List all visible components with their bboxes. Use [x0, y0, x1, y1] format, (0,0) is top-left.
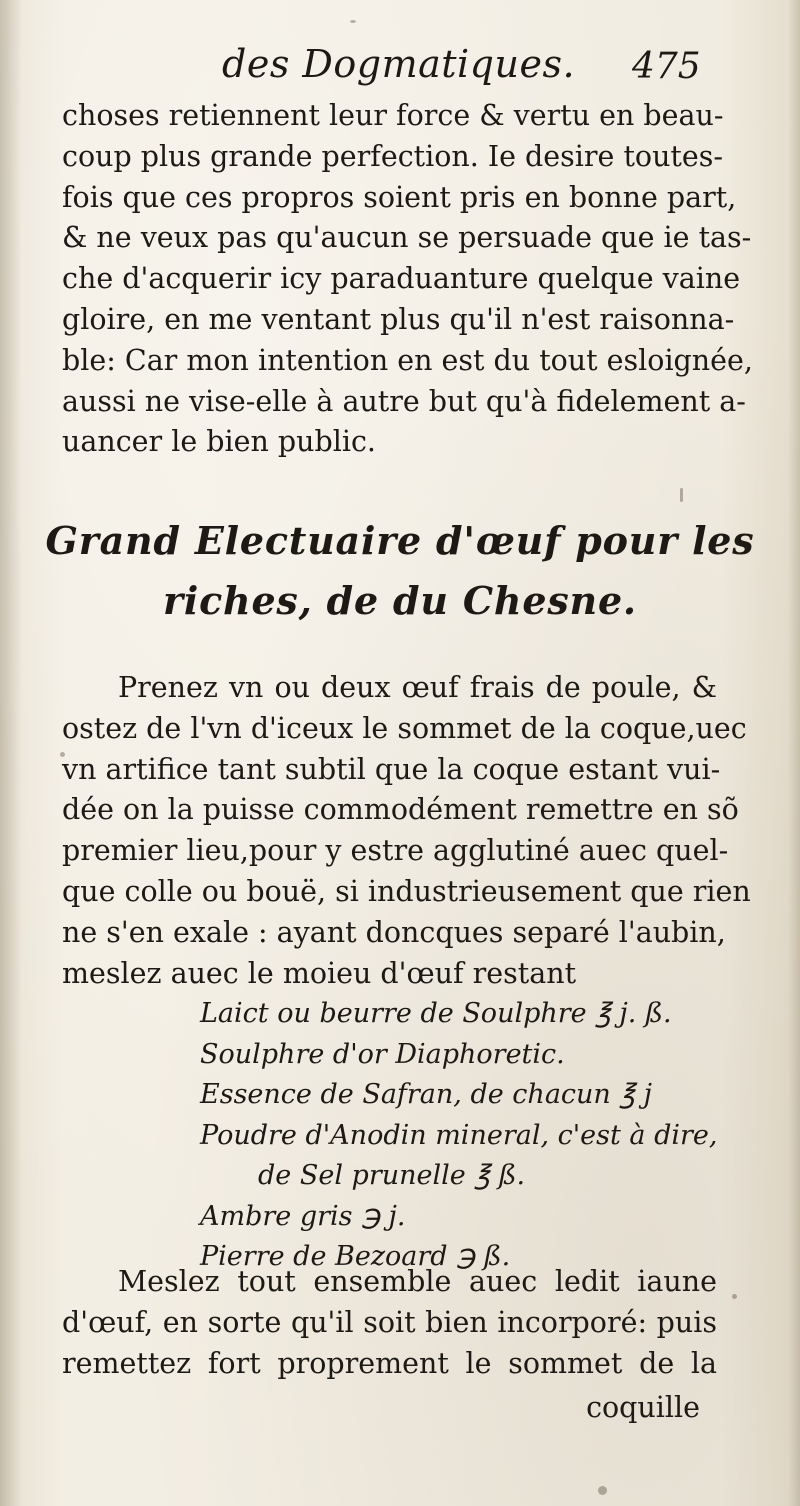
text-line: aussi ne vise-elle à autre but qu'à fidelement a-: [62, 384, 746, 418]
page-number: 475: [632, 46, 701, 87]
section-heading-line-2: riches, de du Chesne.: [163, 578, 637, 623]
text-line: che d'acquerir icy paraduanture quelque vaine: [62, 262, 741, 296]
text-line: remettez fort proprement le sommet de la: [62, 1346, 717, 1380]
recipe-item: Poudre d'Anodin mineral, c'est à dire,: [200, 1119, 718, 1151]
text-line: Meslez tout ensemble auec ledit iaune: [118, 1265, 717, 1298]
section-heading-line-1: Grand Electuaire d'œuf pour les: [45, 518, 755, 563]
ink-speck: [732, 1294, 737, 1299]
text-line: ble: Car mon intention en est du tout esloignée,: [62, 343, 753, 377]
text-line: gloire, en me ventant plus qu'il n'est raisonna-: [62, 302, 735, 336]
catchword: coquille: [586, 1391, 700, 1424]
text-line: Prenez vn ou deux œuf frais de poule, &: [118, 671, 717, 704]
ink-speck: [680, 488, 683, 502]
ink-speck: [60, 752, 65, 757]
text-line: meslez auec le moieu d'œuf restant: [62, 956, 577, 990]
recipe-item: Soulphre d'or Diaphoretic.: [200, 1038, 565, 1070]
page-edge-shadow: [788, 0, 800, 1506]
recipe-item: Ambre gris ℈ j.: [200, 1200, 406, 1232]
gutter-shadow: [0, 0, 22, 1506]
recipe-item: Laict ou beurre de Soulphre ℥ j. ß.: [200, 998, 672, 1029]
text-line: ne s'en exale : ayant doncques separé l'aubin,: [62, 915, 726, 949]
text-line: que colle ou bouë, si industrieusement que rien: [62, 874, 751, 908]
recipe-item: de Sel prunelle ℥ ß.: [258, 1160, 526, 1191]
text-line: & ne veux pas qu'aucun se persuade que ie tas-: [62, 221, 752, 255]
text-line: dée on la puisse commodément remettre en sõ: [62, 793, 739, 827]
text-line: premier lieu,pour y estre agglutiné auec quel-: [62, 834, 729, 868]
ink-speck: [350, 20, 356, 23]
paragraph-3: [62, 1262, 717, 1384]
running-head: des Dogmatiques.: [222, 42, 576, 86]
recipe-list: [200, 994, 720, 1278]
text-line: choses retiennent leur force & vertu en beau-: [62, 99, 724, 132]
text-line: ostez de l'vn d'iceux le sommet de la coque,uec: [62, 711, 747, 745]
text-line: vn artifice tant subtil que la coque estant vui-: [62, 752, 721, 786]
paragraph-1: [62, 96, 753, 463]
text-line: fois que ces propros soient pris en bonne part,: [62, 180, 737, 214]
paragraph-2: [62, 668, 751, 994]
text-line: d'œuf, en sorte qu'il soit bien incorporé: puis: [62, 1305, 717, 1339]
recipe-item: Essence de Safran, de chacun ℥ j: [200, 1079, 652, 1110]
recipe-item: Pierre de Bezoard ℈ ß.: [200, 1241, 511, 1272]
text-line: coup plus grande perfection. Ie desire toutes-: [62, 139, 723, 173]
ink-speck: [598, 1486, 607, 1495]
text-line: uancer le bien public.: [62, 425, 376, 459]
